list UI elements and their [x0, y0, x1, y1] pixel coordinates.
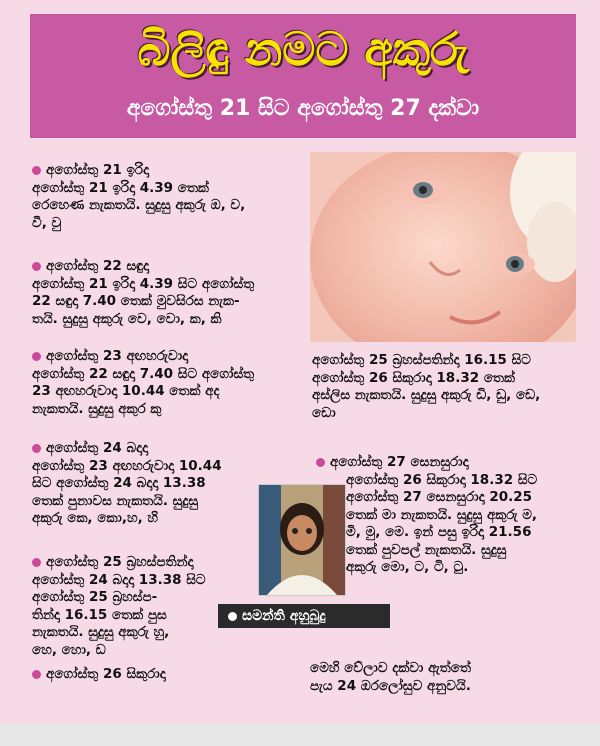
- entry-body: අගෝස්තු 22 සඳුදා 7.40 සිට අගෝස්තු 23 අඟහරුවාදා 10.44 තෙක් අද නැකතයි. සුදුසු අකුර කු: [32, 365, 255, 417]
- entry-heading: අගෝස්තු 22 සඳුදා: [46, 258, 150, 274]
- author-name: සමන්ති අහුබුදු: [242, 608, 326, 624]
- entry-heading: අගෝස්තු 26 සිකුරාදා: [46, 666, 166, 682]
- entry-body: අගෝස්තු 21 ඉරිදා 4.39 සිට අගෝස්තු 22 සඳුදා 7.40 තෙක් මුවසිරස නැක- තයි. සුදුසු අකුරු වෙ, වො, ක, කි: [32, 275, 255, 327]
- entry-body: අගෝස්තු 21 ඉරිදා 4.39 තෙක් රෙහෙණ නැකතයි. සුදුසු අකුරු ඔ, ව, වී, වු: [32, 179, 246, 231]
- entry-body: අගෝස්තු 26 සිකුරාදා 18.32 සිට අගෝස්තු 27 සෙනසුරාදා 20.25 තෙක් මා නැකතයි. සුදුසු අකුරු ම, මි, මු, මෙ. ඉන් පසු ඉරිදා 21.56 තෙක් පුවපල් නැකතයි. සුදුසු අකුරු මො, ට, ටි, ටු.: [346, 471, 538, 575]
- bullet-dot-icon: [32, 670, 41, 679]
- entry-aug-23: [32, 348, 292, 418]
- author-name-tag: [218, 604, 390, 628]
- article-title: බිලිඳු නමට අකුරු: [137, 22, 469, 76]
- bullet-dot-icon: [316, 458, 325, 467]
- bullet-dot-icon: [32, 444, 41, 453]
- bullet-dot-icon: [32, 558, 41, 567]
- entry-aug-22: [32, 258, 292, 328]
- baby-photo: [310, 152, 576, 342]
- entry-aug-21: [32, 162, 292, 232]
- bullet-dot-icon: [228, 612, 237, 621]
- entry-heading: අගෝස්තු 21 ඉරිදා: [46, 162, 150, 178]
- entry-aug-26: [32, 666, 292, 684]
- time-note: මෙහි වේලාව දක්වා ඇත්තේ පැය 24 ඔරලෝසුව අනුවයි.: [310, 660, 471, 694]
- entry-body: අගෝස්තු 23 අඟහරුවාදා 10.44 සිට අගෝස්තු 24 බදාදා 13.38 තෙක් පුනාවස නැකතයි. සුදුසු අකුරු කෙ, කො,හ, හි: [32, 457, 222, 526]
- entry-body: අගෝස්තු 24 බදාදා 13.38 සිට අගෝස්තු 25 බ්‍රහස්ප- තින්දා 16.15 තෙක් පුස නැකතයි. සුදුසු අකුරු හු, හෙ, හො, ඩ: [32, 571, 206, 658]
- article-subtitle: අගෝස්තු 21 සිට අගෝස්තු 27 දක්වා: [126, 96, 480, 121]
- entry-body: අගෝස්තු 25 බ්‍රහස්පතින්දා 16.15 සිට අගෝස්තු 26 සිකුරාදා 18.32 තෙක් අස්ලිස නැකතයි. සුදුසු අකුරු ඩි, ඩු, ඩෙ, ඩො: [312, 352, 541, 421]
- entry-heading: අගෝස්තු 27 සෙනසුරාදා: [330, 454, 469, 470]
- author-photo: [258, 484, 346, 596]
- bullet-dot-icon: [32, 166, 41, 175]
- article-header: [30, 14, 576, 138]
- entry-aug-25-right: [312, 352, 582, 422]
- bullet-dot-icon: [32, 352, 41, 361]
- entry-heading: අගෝස්තු 23 අඟහරුවාදා: [46, 348, 189, 364]
- entry-heading: අගෝස්තු 25 බ්‍රහස්පතින්දා: [46, 554, 194, 570]
- entry-aug-24: [32, 440, 292, 528]
- entry-aug-27: [316, 454, 586, 577]
- bullet-dot-icon: [32, 262, 41, 271]
- footer-bar: [0, 724, 600, 746]
- entry-heading: අගෝස්තු 24 බදාදා: [46, 440, 149, 456]
